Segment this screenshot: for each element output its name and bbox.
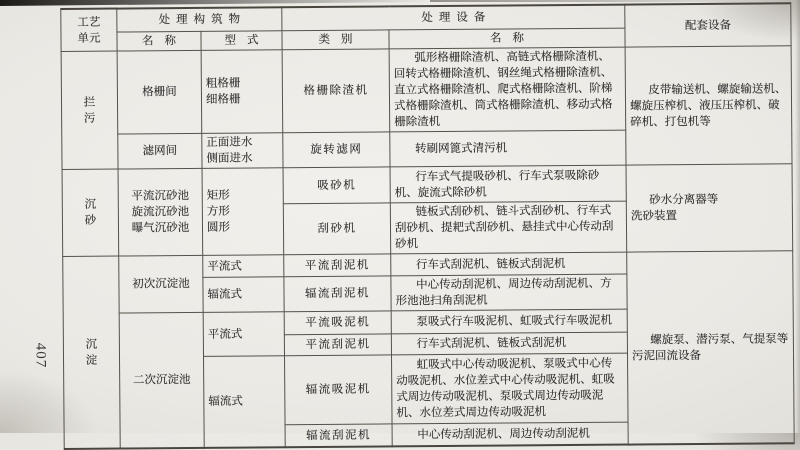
scan-shadow-top-right: [430, 0, 760, 2]
process-unit-label: 沉 淀: [63, 256, 121, 449]
equipment-category-cell: 辐流刮泥机: [284, 276, 391, 312]
scan-shadow-right: [795, 0, 800, 433]
structure-type-cell: 正面进水 侧面进水: [202, 133, 283, 169]
page-number: 407: [32, 342, 49, 369]
header-equipment: 处理设备: [282, 5, 625, 31]
structure-type-cell: 辐流式: [204, 356, 286, 448]
equipment-category-cell: 平流刮泥机: [284, 334, 391, 356]
scanned-table-area: [60, 2, 793, 450]
equipment-name-cell: 行车式气提吸砂机、行车式泵吸除砂机、旋流式除砂机: [390, 165, 626, 203]
equipment-name-cell: 泵吸式行车吸泥机、虹吸式行车吸泥机: [391, 309, 627, 334]
header-equipment-name: 名称: [389, 28, 625, 49]
equipment-category-cell: 辐流刮泥机: [285, 424, 392, 447]
auxiliary-equipment-cell: 螺旋泵、潜污泵、气提泵等污泥回流设备: [627, 251, 795, 445]
equipment-name-cell: 中心传动刮泥机、周边传动刮泥机、方形池池扫角刮泥机: [391, 274, 627, 311]
header-equipment-category: 类别: [282, 30, 389, 50]
equipment-category-cell: 平流刮泥机: [284, 254, 391, 277]
structure-type-cell: 平流式: [203, 255, 284, 278]
structure-name-cell: 滤网间: [118, 133, 202, 169]
equipment-category-cell: 旋转滤网: [283, 132, 390, 168]
header-auxiliary-equipment: 配套设备: [625, 3, 791, 47]
equipment-category-cell: 刮砂机: [283, 203, 390, 255]
header-structure-name: 名称: [117, 31, 201, 51]
process-unit-label: 沉 砂: [62, 169, 119, 256]
structure-type-cell: 矩形 方形 圆形: [202, 168, 284, 256]
equipment-name-cell: 行车式刮泥机、链板式刮泥机: [391, 332, 627, 355]
structure-type-cell: 辐流式: [203, 277, 284, 313]
header-process-unit: 工艺 单元: [61, 9, 117, 52]
structure-type-cell: 平流式: [203, 312, 284, 357]
equipment-name-cell: 链板式刮砂机、链斗式刮砂机、行车式刮砂机、提耙式刮砂机、悬挂式中心传动刮砂机: [390, 201, 626, 254]
structure-name-cell: 格栅间: [117, 50, 202, 134]
treatment-equipment-table: [60, 2, 794, 450]
equipment-category-cell: 格栅除渣机: [282, 49, 390, 133]
equipment-name-cell: 转刷网篦式清污机: [390, 130, 626, 167]
equipment-category-cell: 辐流吸泥机: [285, 355, 393, 425]
equipment-category-cell: 吸砂机: [283, 167, 390, 204]
equipment-name-cell: 中心传动刮泥机、周边传动刮泥机: [392, 422, 628, 446]
auxiliary-equipment-cell: 皮带输送机、螺旋输送机、螺旋压榨机、液压压榨机、破碎机、打包机等: [625, 46, 792, 165]
equipment-name-cell: 虹吸式中心传动吸泥机、泵吸式中心传动吸泥机、水位差式中心传动吸泥机、虹吸式周边传动吸泥机、泵吸式周边传动吸泥机、水位差式周边传动吸泥机: [391, 353, 628, 424]
structure-name-cell: 初次沉淀池: [119, 255, 203, 313]
header-structures: 处理构筑物: [117, 7, 282, 32]
auxiliary-equipment-cell: 砂水分离器等 洗砂装置: [626, 164, 793, 252]
equipment-name-cell: 行车式刮泥机、链板式刮泥机: [391, 252, 627, 276]
structure-name-cell: 平流沉砂池 旋流沉砂池 曝气沉砂池: [118, 168, 203, 256]
equipment-category-cell: 平流吸泥机: [284, 311, 391, 335]
structure-name-cell: 二次沉淀池: [119, 312, 204, 448]
header-structure-type: 型式: [201, 31, 282, 51]
process-unit-label: 拦 污: [61, 51, 118, 169]
equipment-name-cell: 弧形格栅除渣机、高链式格栅除渣机、回转式格栅除渣机、钢丝绳式格栅除渣机、直立式格栅除渣机、爬式格栅除渣机、阶梯式格栅除渣机、筒式格栅除渣机、移动式格栅除渣机: [389, 47, 626, 132]
structure-type-cell: 粗格栅 细格栅: [201, 50, 283, 134]
